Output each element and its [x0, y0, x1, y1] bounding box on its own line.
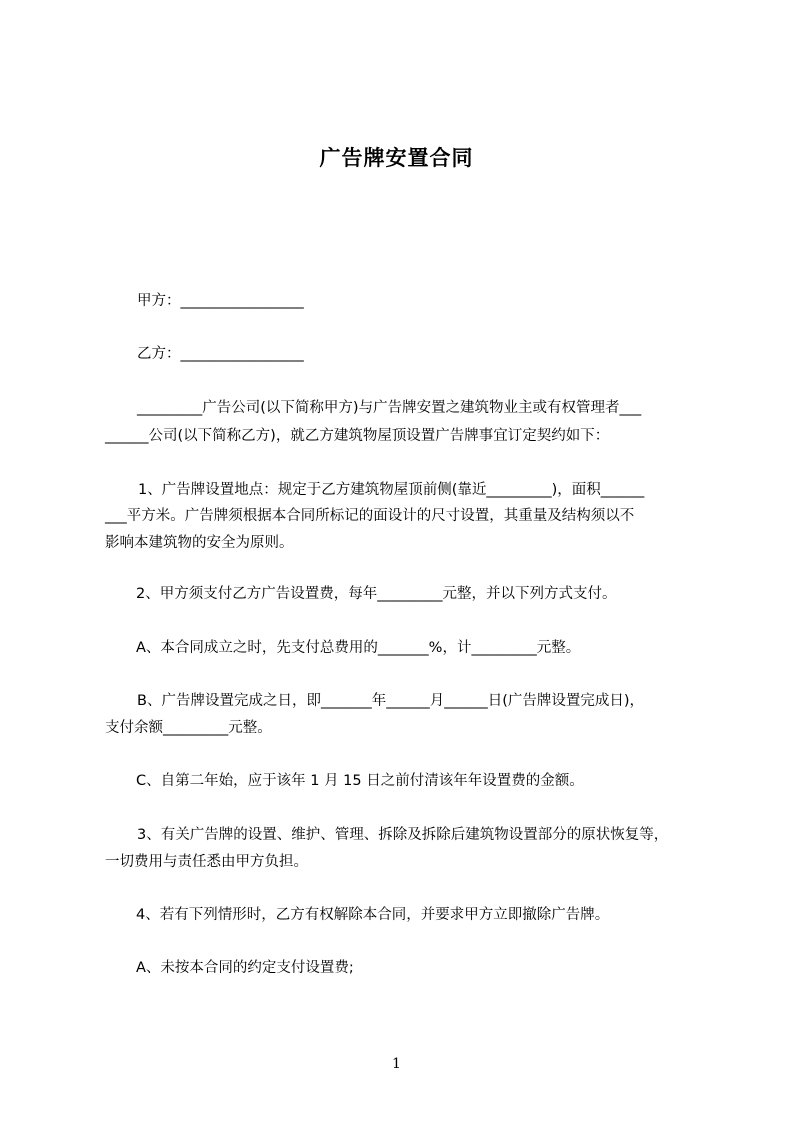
clause-2-c: C、自第二年始，应于该年 1 月 15 日之前付清该年年设置费的金额。	[136, 773, 584, 789]
clause-1-line-3: 影响本建筑物的安全为原则。	[105, 535, 294, 551]
clause-3-line-1: 3、有关广告牌的设置、维护、管理、拆除及拆除后建筑物设置部分的原状恢复等，	[137, 827, 669, 843]
clause-1-line-1: 1、广告牌设置地点：规定于乙方建筑物屋顶前侧(靠近_________)，面积______	[138, 482, 645, 498]
clause-4: 4、若有下列情形时，乙方有权解除本合同，并要求甲方立即撤除广告牌。	[136, 907, 610, 923]
party-b-line: 乙方：_________________	[137, 346, 304, 362]
preamble-line-2: ______公司(以下简称乙方)，就乙方建筑物屋顶设置广告牌事宜订定契约如下：	[105, 428, 610, 444]
clause-2-b-line-2: 支付余额_________元整。	[105, 720, 272, 736]
clause-2-a: A、本合同成立之时，先支付总费用的_______%，计_________元整。	[136, 640, 581, 656]
party-a-line: 甲方：_________________	[137, 293, 304, 309]
clause-1-line-2: ___平方米。广告牌须根据本合同所标记的面设计的尺寸设置，其重量及结构须以不	[105, 508, 635, 524]
clause-2-b-line-1: B、广告牌设置完成之日，即_______年______月______日(广告牌设置完成日)，	[137, 693, 645, 709]
page-number: 1	[392, 1056, 401, 1072]
document-title: 广告牌安置合同	[319, 146, 474, 170]
clause-3-line-2: 一切费用与责任悉由甲方负担。	[105, 854, 308, 870]
clause-4-a: A、未按本合同的约定支付设置费;	[136, 960, 354, 976]
preamble-line-1: _________广告公司(以下简称甲方)与广告牌安置之建筑物业主或有权管理者___	[137, 400, 642, 416]
clause-2: 2、甲方须支付乙方广告设置费，每年_________元整，并以下列方式支付。	[136, 586, 617, 602]
